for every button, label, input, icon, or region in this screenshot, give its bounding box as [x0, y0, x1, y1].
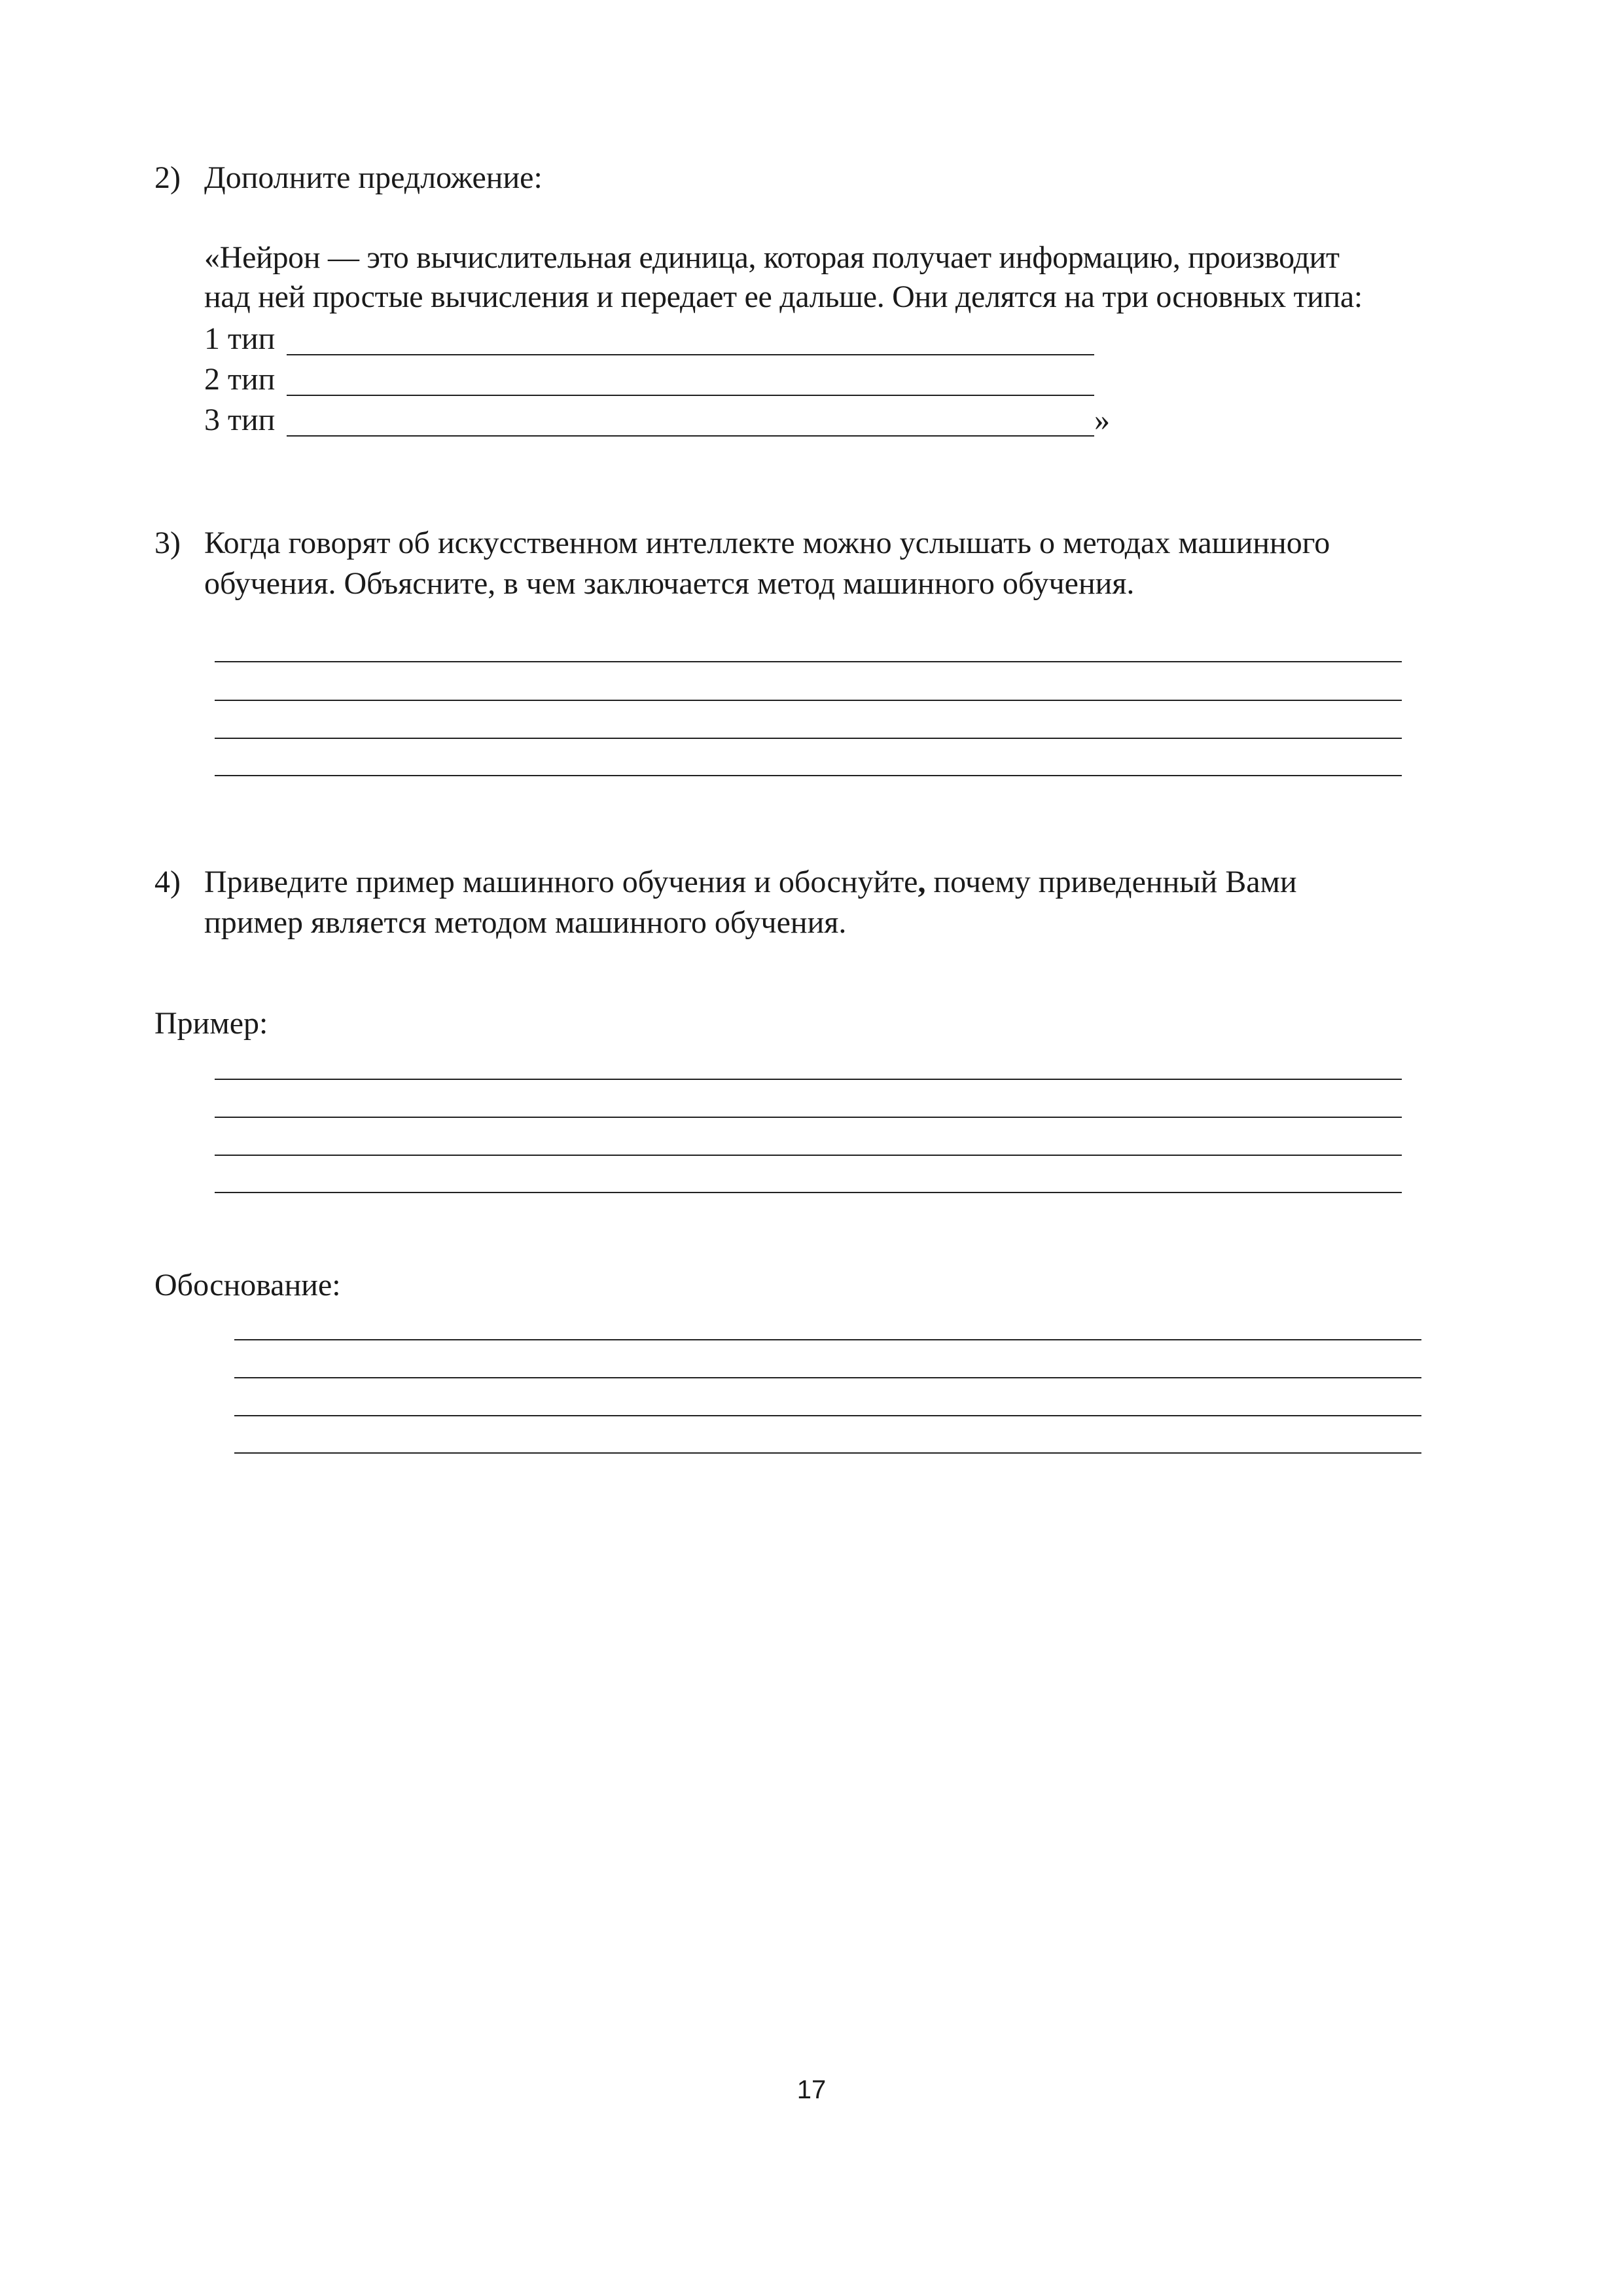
question-4-prompt-line-2: пример является методом машинного обучения.: [204, 905, 847, 940]
neuron-type-1-label: 1 тип: [204, 321, 276, 356]
justification-answer-line-3[interactable]: [234, 1415, 1421, 1416]
justification-answer-line-2[interactable]: [234, 1377, 1421, 1378]
closing-quote: »: [1094, 403, 1110, 437]
example-label: Пример:: [154, 1006, 268, 1041]
example-answer-line-1[interactable]: [215, 1079, 1402, 1080]
justification-answer-line-1[interactable]: [234, 1339, 1421, 1340]
question-2-sentence-line-2: над ней простые вычисления и передает ее дальше. Они делятся на три основных типа:: [204, 279, 1363, 314]
question-3-answer-line-2[interactable]: [215, 700, 1402, 701]
question-4-prompt-part-a: Приведите пример машинного обучения и обоснуйте: [204, 865, 918, 899]
question-3-number: 3): [154, 526, 181, 560]
example-answer-line-2[interactable]: [215, 1117, 1402, 1118]
page-number: 17: [796, 2075, 827, 2104]
question-3-prompt-line-1: Когда говорят об искусственном интеллекте можно услышать о методах машинного: [204, 526, 1330, 560]
neuron-type-2-label: 2 тип: [204, 362, 276, 397]
example-answer-line-4[interactable]: [215, 1192, 1402, 1193]
question-3-answer-line-4[interactable]: [215, 775, 1402, 776]
neuron-type-2-answer-line[interactable]: [287, 395, 1094, 396]
question-4-prompt-part-b: почему приведенный Вами: [925, 865, 1297, 899]
question-3-answer-line-3[interactable]: [215, 738, 1402, 739]
neuron-type-3-answer-line[interactable]: [287, 435, 1094, 437]
neuron-type-1-answer-line[interactable]: [287, 354, 1094, 355]
justification-answer-line-4[interactable]: [234, 1452, 1421, 1454]
justification-label: Обоснование:: [154, 1268, 341, 1302]
question-4-number: 4): [154, 865, 181, 899]
question-4-prompt-comma: ,: [918, 865, 926, 899]
question-2-prompt: Дополните предложение:: [204, 160, 543, 195]
question-4-prompt-line-1: [204, 863, 1297, 902]
question-3-answer-line-1[interactable]: [215, 661, 1402, 662]
example-answer-line-3[interactable]: [215, 1155, 1402, 1156]
neuron-type-3-label: 3 тип: [204, 403, 276, 437]
question-2-sentence-line-1: «Нейрон — это вычислительная единица, которая получает информацию, производит: [204, 240, 1340, 275]
question-2-number: 2): [154, 160, 181, 195]
question-3-prompt-line-2: обучения. Объясните, в чем заключается метод машинного обучения.: [204, 566, 1135, 601]
